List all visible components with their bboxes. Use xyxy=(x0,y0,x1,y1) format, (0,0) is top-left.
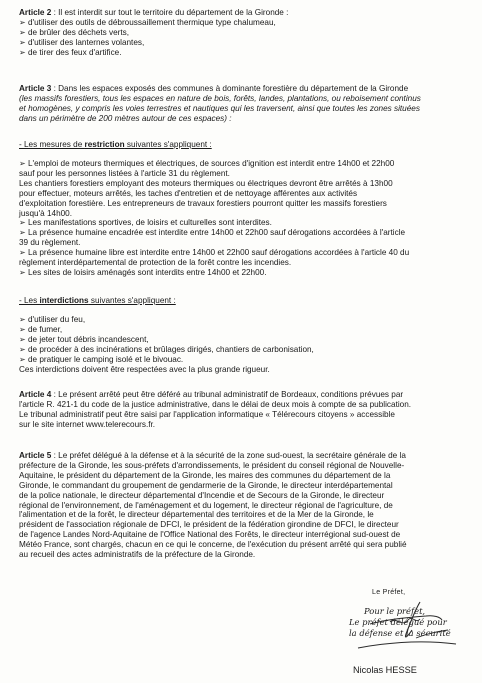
list-item-continuation: règlement interdépartemental de protection de la forêt contre les incendies. xyxy=(19,258,292,268)
article-4: Article 4 : Le présent arrêté peut être déféré au tribunal administratif de Bordeaux, conditions prévues par l'article R. 421-1 du code de la justice administrative, dans le délai de deux mois à compte de sa publication. Le tribunal administratif peut être saisi par l'application informatique « Télérecours citoyens » accessible sur le site internet www.telerecours.fr. xyxy=(19,390,412,429)
article-2 xyxy=(19,8,467,58)
chevron-right-icon: ➢ xyxy=(19,315,26,324)
chevron-right-icon: ➢ xyxy=(19,248,26,258)
chevron-right-icon: ➢ xyxy=(19,267,26,277)
list-item: ➢ d'utiliser des lanternes volantes, xyxy=(19,37,145,47)
article-3-intro: : Dans les espaces exposés des communes à dominante forestière du département de la Gironde xyxy=(51,84,409,93)
list-item: ➢ Les manifestations sportives, de loisirs et culturelles sont interdites. xyxy=(19,218,272,228)
list-item: ➢ de jeter tout débris incandescent, xyxy=(19,334,149,344)
delegation-line: Pour le préfet, xyxy=(364,606,426,616)
list-item: ➢ L'emploi de moteurs thermiques et électriques, de sources d'ignition est interdit entre 14h00 et 22h00 xyxy=(19,159,395,168)
interdictions-list xyxy=(19,315,467,374)
list-item: ➢ de tirer des feux d'artifice. xyxy=(19,47,122,57)
list-item: ➢ de fumer, xyxy=(19,324,63,334)
list-item: ➢ La présence humaine encadrée est interdite entre 14h00 et 22h00 sauf dérogations accordées à l'article xyxy=(19,228,406,238)
article-3-scope-line: (les massifs forestiers, tous les espaces en nature de bois, forêts, landes, plantations, ou reboisement continus xyxy=(19,93,421,103)
chevron-right-icon: ➢ xyxy=(19,47,26,57)
article-5: Article 5 : Le préfet délégué à la défense et à la sécurité de la zone sud-ouest, la secrétaire générale de la préfecture de la Gironde, les sous-préfets d'arrondissements, le président du conseil régional de Nouvelle- Aquitaine, le président du département de la Gironde, les maires des communes du département de la Gironde, le commandant du groupement de gendarmerie de la Gironde, le directeur interdépartemental de la police nationale, le directeur départemental d'Incendie et de Secours de la Gironde, le directeur régional de l'environnement, de l'aménagement et du logement, le directeur régional de l'agriculture, de l'alimentation et de la forêt, le directeur départemental des territoires et de la Mer de la Gironde, le président de l'association régionale de DFCI, le président de la fédération girondine de DFCI, le directeur de l'agence Landes Nord-Aquitaine de l'Office National des Forêts, le directeur interrégional sud-ouest de Météo France, sont chargés, chacun en ce qui le concerne, de l'exécution du présent arrêté qui sera publié au recueil des actes administratifs de la préfecture de la Gironde. xyxy=(19,451,407,560)
list-item: ➢ de brûler des déchets verts, xyxy=(19,27,130,37)
list-item-continuation: 39 du règlement. xyxy=(19,238,81,248)
interdictions-heading: - Les interdictions suivantes s'appliquent : xyxy=(19,296,176,305)
list-item: ➢ d'utiliser des outils de débroussaillement thermique type chalumeau, xyxy=(19,17,276,27)
prefect-title: Le Préfet, xyxy=(372,589,406,596)
article-2-intro: : Il est interdit sur tout le territoire du département de la Gironde : xyxy=(51,8,289,17)
delegation-line: Le préfet délégué pour xyxy=(349,617,447,627)
chevron-right-icon: ➢ xyxy=(19,218,26,228)
list-item: Les chantiers forestiers employant des moteurs thermiques ou électriques devront être arrêtés à 13h00 xyxy=(19,178,393,188)
article-3 xyxy=(19,84,467,124)
list-item-continuation: jusqu'à 14h00. xyxy=(19,208,73,218)
chevron-right-icon: ➢ xyxy=(19,324,26,334)
interdictions-closing: Ces interdictions doivent être respectées avec la plus grande rigueur. xyxy=(19,364,270,374)
list-item: ➢ Les sites de loisirs aménagés sont interdits entre 14h00 et 22h00. xyxy=(19,267,267,277)
list-item: ➢ de pratiquer le camping isolé et le bivouac. xyxy=(19,354,184,364)
chevron-right-icon: ➢ xyxy=(19,344,26,354)
list-item-continuation: sauf pour les personnes listées à l'article 31 du règlement. xyxy=(19,168,230,178)
list-item-continuation: pour effectuer, moteurs arrêtés, les taches d'entretien et de nettoyage afférentes aux activités xyxy=(19,188,358,198)
restriction-keyword: restriction xyxy=(84,140,125,149)
chevron-right-icon: ➢ xyxy=(19,159,26,168)
article-3-scope-line: et homogènes, y compris les voies terrestres et nautiques qui les traversent, ainsi que toutes les zones situées xyxy=(19,103,420,113)
signatory-name: Nicolas HESSE xyxy=(353,665,417,675)
chevron-right-icon: ➢ xyxy=(19,27,26,37)
article-4-label: Article 4 xyxy=(19,390,52,399)
list-item: ➢ d'utiliser du feu, xyxy=(19,315,86,324)
list-item: ➢ de procéder à des incinérations et brûlages dirigés, chantiers de carbonisation, xyxy=(19,344,314,354)
chevron-right-icon: ➢ xyxy=(19,17,26,27)
article-2-label: Article 2 xyxy=(19,8,52,17)
interdictions-keyword: interdictions xyxy=(39,296,89,305)
chevron-right-icon: ➢ xyxy=(19,354,26,364)
article-3-scope-line: dans un périmètre de 200 mètres autour de ces espaces) : xyxy=(19,113,232,123)
chevron-right-icon: ➢ xyxy=(19,334,26,344)
chevron-right-icon: ➢ xyxy=(19,228,26,238)
restriction-list xyxy=(19,159,467,278)
chevron-right-icon: ➢ xyxy=(19,37,26,47)
list-item-continuation: d'exploitation forestière. Les entrepreneurs de travaux forestiers pourront quitter les massifs forestiers xyxy=(19,198,387,208)
article-3-label: Article 3 xyxy=(19,84,52,93)
list-item: ➢ La présence humaine libre est interdite entre 14h00 et 22h00 sauf dérogations accordées à l'article 40 du xyxy=(19,248,410,258)
delegation-line: la défense et la sécurité xyxy=(349,628,451,638)
restriction-heading: - Les mesures de restriction suivantes s'appliquent : xyxy=(19,140,212,149)
article-5-label: Article 5 xyxy=(19,451,52,460)
handwritten-signature-icon xyxy=(330,600,470,660)
